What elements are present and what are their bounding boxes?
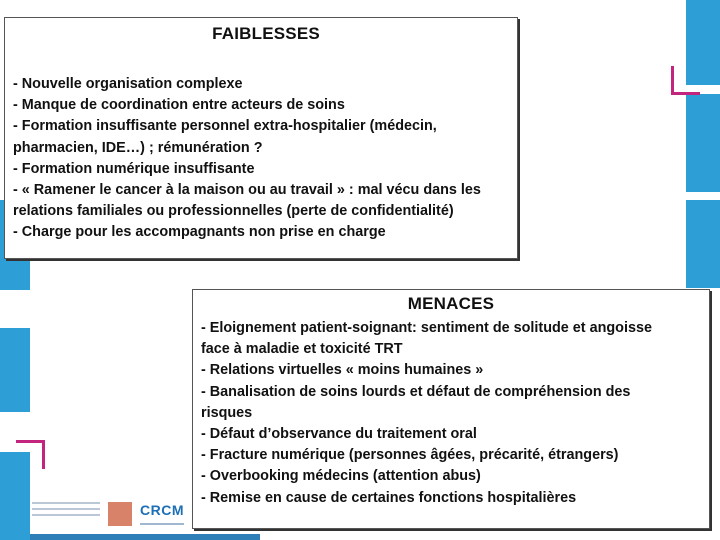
menaces-list xyxy=(193,318,709,509)
list-item: - « Ramener le cancer à la maison ou au travail » : mal vécu dans les xyxy=(13,182,481,199)
partner-logos xyxy=(30,496,190,532)
menaces-panel xyxy=(192,289,710,529)
partner-logo xyxy=(108,502,132,526)
list-item: pharmacien, IDE…) ; rémunération ? xyxy=(13,139,263,156)
list-item: - Formation insuffisante personnel extra-hospitalier (médecin, xyxy=(13,118,437,135)
crcm-logo-text: CRCM xyxy=(140,502,184,518)
institute-logo xyxy=(32,502,104,530)
decorative-bar xyxy=(686,200,720,288)
list-item: risques xyxy=(201,404,253,421)
faiblesses-list xyxy=(5,56,517,244)
list-item: - Banalisation de soins lourds et défaut de compréhension des xyxy=(201,383,631,400)
menaces-title: MENACES xyxy=(407,294,495,313)
list-item: - Charge pour les accompagnants non prise en charge xyxy=(13,224,386,241)
list-item: - Nouvelle organisation complexe xyxy=(13,76,243,92)
list-item: - Fracture numérique (personnes âgées, précarité, étrangers) xyxy=(201,447,619,464)
list-item: relations familiales ou professionnelles (perte de confidentialité) xyxy=(13,203,454,220)
corner-bracket-icon xyxy=(671,66,700,95)
list-item: - Défaut d’observance du traitement oral xyxy=(201,426,477,443)
decorative-bottom-bar xyxy=(30,534,260,540)
list-item: face à maladie et toxicité TRT xyxy=(201,341,403,358)
faiblesses-panel xyxy=(4,17,518,259)
list-item: - Overbooking médecins (attention abus) xyxy=(201,468,481,485)
list-item: - Remise en cause de certaines fonctions hospitalières xyxy=(201,489,577,506)
list-item: - Eloignement patient-soignant: sentiment de solitude et angoisse xyxy=(201,320,652,336)
list-item: - Manque de coordination entre acteurs de soins xyxy=(13,97,345,114)
list-item: - Relations virtuelles « moins humaines » xyxy=(201,362,484,379)
crcm-logo xyxy=(140,502,192,528)
list-item: - Formation numérique insuffisante xyxy=(13,160,255,177)
corner-bracket-icon xyxy=(16,440,45,469)
faiblesses-title: FAIBLESSES xyxy=(212,24,320,43)
decorative-bar xyxy=(686,94,720,192)
decorative-bar xyxy=(0,328,30,412)
